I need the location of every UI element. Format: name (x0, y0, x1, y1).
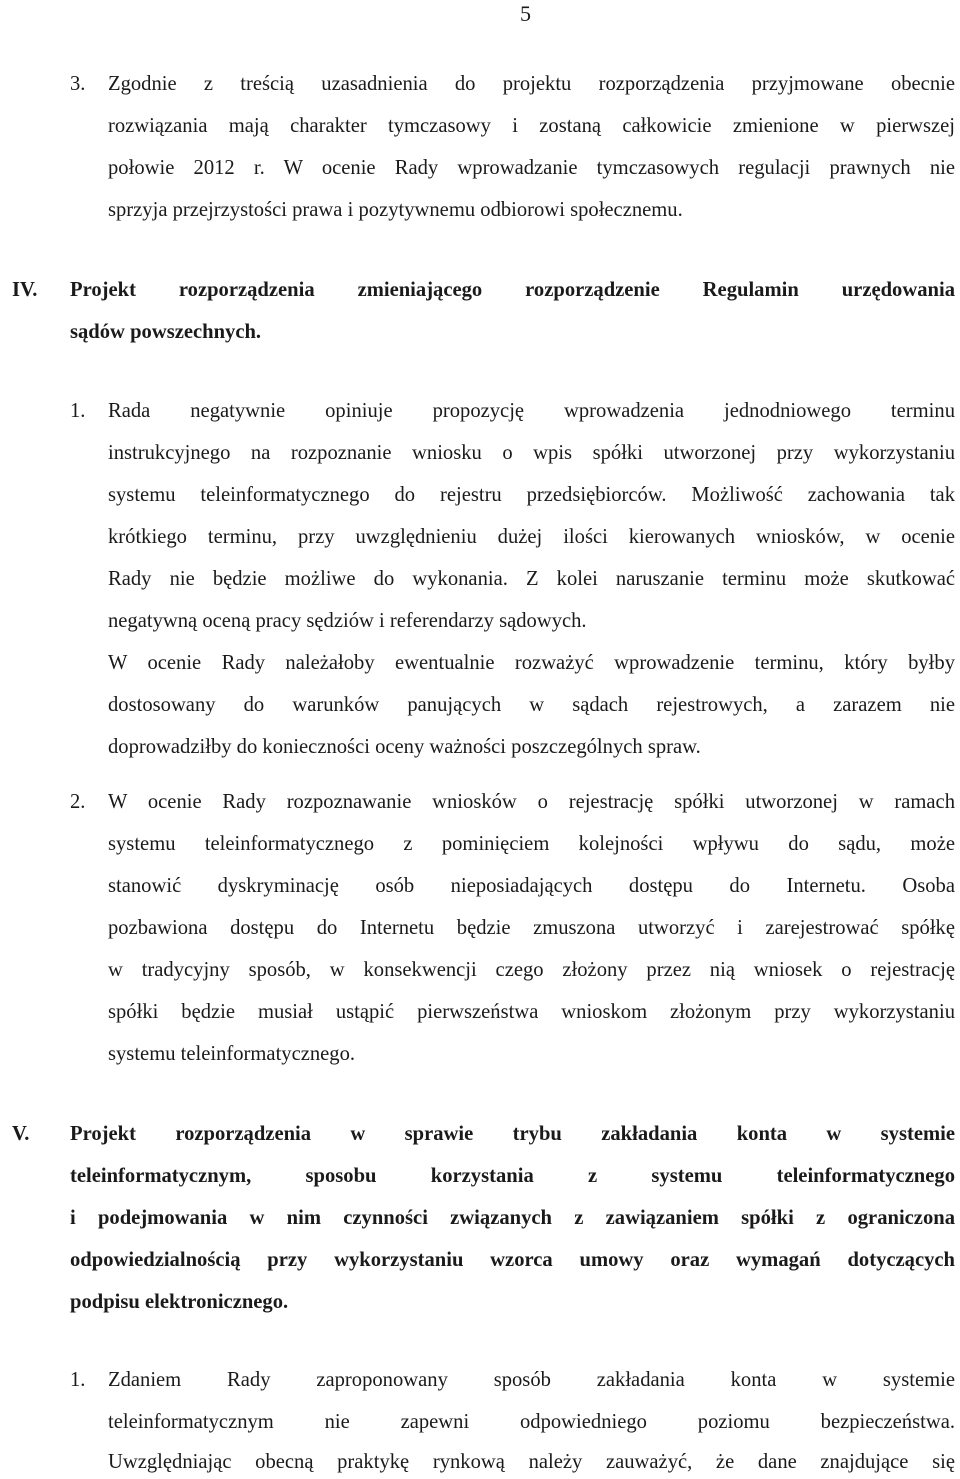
section-4-item-2-number: 2. (70, 791, 86, 813)
section-4-item-1-line: systemu teleinformatycznego do rejestru przedsiębiorców. Możliwość zachowania tak (108, 484, 955, 506)
section-5-heading-line: odpowiedzialnością przy wykorzystaniu wzorca umowy oraz wymagań dotyczących (70, 1249, 955, 1271)
section-4-item-2-line: systemu teleinformatycznego z pominięciem kolejności wpływu do sądu, może (108, 833, 955, 855)
section-5-item-1-line: Zdaniem Rady zaproponowany sposób zakładania konta w systemie (108, 1369, 955, 1391)
section-4-item-1-line: krótkiego terminu, przy uwzględnieniu dużej ilości kierowanych wniosków, w ocenie (108, 526, 955, 548)
item-3-line: rozwiązania mają charakter tymczasowy i zostaną całkowicie zmienione w pierwszej (108, 115, 955, 137)
section-4-item-1-line: negatywną oceną pracy sędziów i referendarzy sądowych. (108, 610, 587, 632)
section-5-item-1-line: teleinformatycznym nie zapewni odpowiedniego poziomu bezpieczeństwa. (108, 1411, 955, 1433)
section-4-item-2-line: w tradycyjny sposób, w konsekwencji czego złożony przez nią wniosek o rejestrację (108, 959, 955, 981)
section-4-item-1-number: 1. (70, 400, 86, 422)
item-3-line: Zgodnie z treścią uzasadnienia do projektu rozporządzenia przyjmowane obecnie (108, 73, 955, 95)
section-5-heading-line: podpisu elektronicznego. (70, 1291, 289, 1313)
section-5-heading-line: teleinformatycznym, sposobu korzystania z systemu teleinformatycznego (70, 1165, 955, 1187)
section-4-item-2-line: W ocenie Rady rozpoznawanie wniosków o rejestrację spółki utworzonej w ramach (108, 791, 955, 813)
section-4-number: IV. (12, 279, 38, 301)
item-3-line: sprzyja przejrzystości prawa i pozytywnemu odbiorowi społecznemu. (108, 199, 683, 221)
section-4-item-2-line: pozbawiona dostępu do Internetu będzie zmuszona utworzyć i zarejestrować spółkę (108, 917, 955, 939)
section-5-heading-line: i podejmowania w nim czynności związanych z zawiązaniem spółki z ograniczona (70, 1207, 955, 1229)
section-4-item-1-line: W ocenie Rady należałoby ewentualnie rozważyć wprowadzenie terminu, który byłby (108, 652, 955, 674)
section-5-number: V. (12, 1123, 30, 1145)
section-5-item-1-line: Uwzględniając obecną praktykę rynkową należy zauważyć, że dane znajdujące się (108, 1451, 955, 1473)
section-4-item-1-line: Rada negatywnie opiniuje propozycję wprowadzenia jednodniowego terminu (108, 400, 955, 422)
section-4-item-2-line: systemu teleinformatycznego. (108, 1043, 356, 1065)
item-3-number: 3. (70, 73, 86, 95)
section-4-item-1-line: Rady nie będzie możliwe do wykonania. Z kolei naruszanie terminu może skutkować (108, 568, 955, 590)
item-3-line: połowie 2012 r. W ocenie Rady wprowadzanie tymczasowych regulacji prawnych nie (108, 157, 955, 179)
section-5-heading-line: Projekt rozporządzenia w sprawie trybu zakładania konta w systemie (70, 1123, 955, 1145)
section-4-item-1-line: instrukcyjnego na rozpoznanie wniosku o wpis spółki utworzonej przy wykorzystaniu (108, 442, 955, 464)
section-4-heading-line: sądów powszechnych. (70, 321, 262, 343)
section-4-item-2-line: spółki będzie musiał ustąpić pierwszeństwa wnioskom złożonym przy wykorzystaniu (108, 1001, 955, 1023)
section-5-item-1-number: 1. (70, 1369, 86, 1391)
section-4-heading-line: Projekt rozporządzenia zmieniającego rozporządzenie Regulamin urzędowania (70, 279, 955, 301)
section-4-item-1-line: dostosowany do warunków panujących w sądach rejestrowych, a zarazem nie (108, 694, 955, 716)
section-4-item-2-line: stanowić dyskryminację osób nieposiadających dostępu do Internetu. Osoba (108, 875, 955, 897)
page-number: 5 (520, 1, 531, 26)
section-4-item-1-line: doprowadziłby do konieczności oceny ważności poszczególnych spraw. (108, 736, 701, 758)
